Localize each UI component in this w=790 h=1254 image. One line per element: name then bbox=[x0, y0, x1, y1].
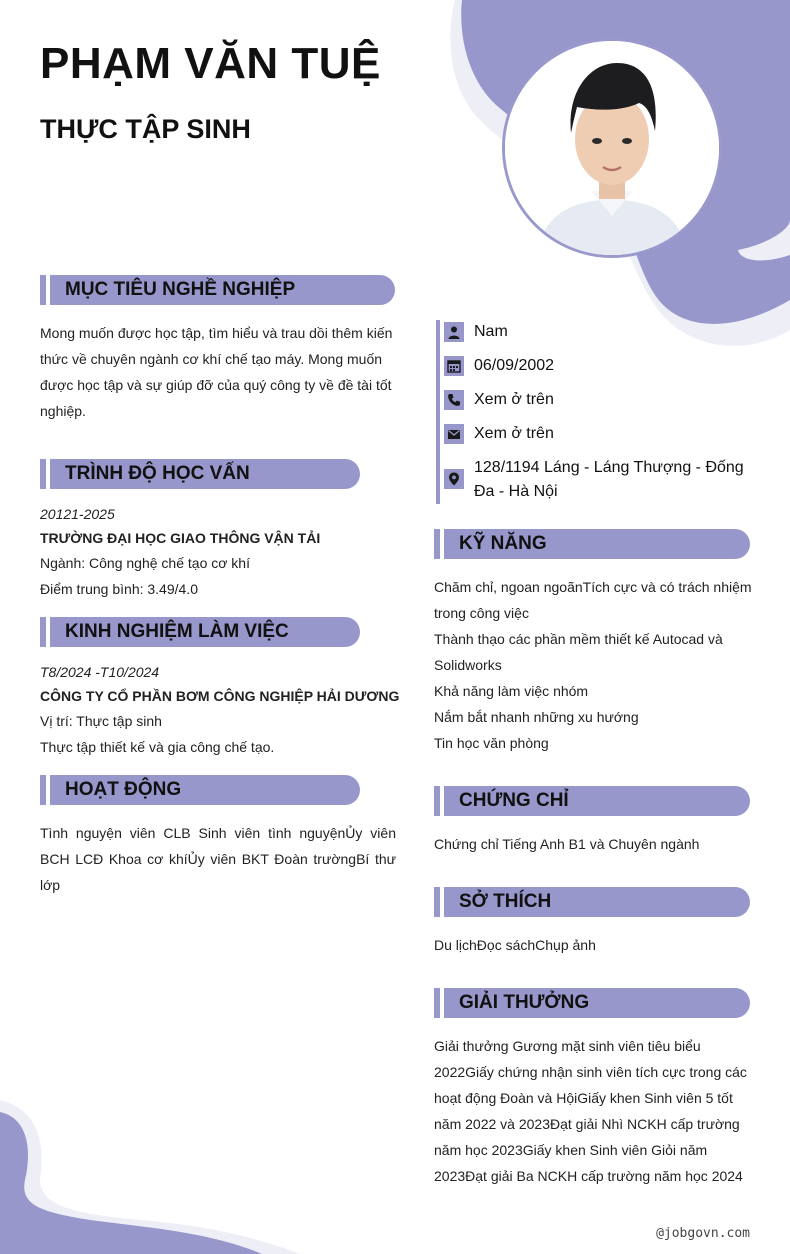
bottom-left-blob bbox=[0, 1100, 330, 1254]
contact-address-row bbox=[444, 456, 750, 504]
calendar-icon bbox=[444, 356, 464, 376]
experience-company: CÔNG TY CỔ PHẦN BƠM CÔNG NGHIỆP HẢI DƯƠNG bbox=[40, 688, 400, 704]
job-title: THỰC TẬP SINH bbox=[40, 114, 251, 144]
certificates-block bbox=[434, 831, 754, 857]
objective-text: Mong muốn được học tập, tìm hiểu và trau dồi thêm kiến thức về chuyên ngành cơ khí chế tạo máy. Mong muốn được học tập và sự giúp đỡ của quý công ty về đề tài tốt nghiệp. bbox=[40, 325, 393, 419]
certificates-text: Chứng chỉ Tiếng Anh B1 và Chuyên ngành bbox=[434, 836, 700, 852]
hobbies-text: Du lịchĐọc sáchChụp ảnh bbox=[434, 937, 596, 953]
contact-email: Xem ở trên bbox=[474, 425, 554, 442]
education-gpa: Điểm trung bình: 3.49/4.0 bbox=[40, 581, 198, 597]
experience-block bbox=[40, 660, 410, 760]
section-objective bbox=[40, 275, 395, 305]
education-period: 20121-2025 bbox=[40, 506, 115, 522]
section-title: SỞ THÍCH bbox=[459, 891, 552, 912]
skills-list bbox=[434, 574, 754, 756]
awards-block bbox=[434, 1033, 750, 1189]
section-title: GIẢI THƯỞNG bbox=[459, 992, 590, 1013]
section-education bbox=[40, 459, 360, 489]
contact-birthday-row bbox=[444, 354, 754, 378]
list-item: Nắm bắt nhanh những xu hướng bbox=[434, 709, 639, 725]
candidate-name: PHẠM VĂN TUỆ bbox=[40, 39, 381, 88]
education-major: Ngành: Công nghệ chế tạo cơ khí bbox=[40, 555, 250, 571]
contact-phone: Xem ở trên bbox=[474, 391, 554, 408]
section-title: TRÌNH ĐỘ HỌC VẤN bbox=[65, 463, 250, 484]
activities-text: Tình nguyện viên CLB Sinh viên tình nguyệnỦy viên BCH LCĐ Khoa cơ khíỦy viên BKT Đoàn trườngBí thư lớp bbox=[40, 825, 396, 893]
experience-desc: Thực tập thiết kế và gia công chế tạo. bbox=[40, 739, 275, 755]
education-school: TRƯỜNG ĐẠI HỌC GIAO THÔNG VẬN TẢI bbox=[40, 530, 321, 546]
section-hobbies bbox=[434, 887, 750, 917]
contact-gender-row bbox=[444, 320, 754, 344]
user-icon bbox=[444, 322, 464, 342]
list-item: Thành thạo các phần mềm thiết kế Autocad và Solidworks bbox=[434, 631, 723, 673]
experience-role: Vị trí: Thực tập sinh bbox=[40, 713, 162, 729]
list-item: Tin học văn phòng bbox=[434, 735, 549, 751]
list-item: Chăm chỉ, ngoan ngoãnTích cực và có trách nhiệm trong công việc bbox=[434, 579, 752, 621]
section-title: HOẠT ĐỘNG bbox=[65, 779, 182, 800]
map-pin-icon bbox=[444, 469, 464, 489]
objective-text-block bbox=[40, 320, 396, 424]
contact-email-row bbox=[444, 422, 754, 446]
contact-birthday: 06/09/2002 bbox=[474, 357, 555, 374]
section-title: KỸ NĂNG bbox=[459, 533, 547, 554]
awards-text: Giải thưởng Gương mặt sinh viên tiêu biểu 2022Giấy chứng nhận sinh viên tích cực trong các hoạt động Đoàn và HộiGiấy khen Sinh viên 5 tốt năm 2022 và 2023Đạt giải Nhì NCKH cấp trường năm học 2023Giấy khen Sinh viên Giỏi năm 2023Đạt giải Ba NCKH cấp trường năm học 2024 bbox=[434, 1038, 747, 1184]
profile-photo bbox=[502, 38, 722, 258]
phone-icon bbox=[444, 390, 464, 410]
mail-icon bbox=[444, 424, 464, 444]
watermark: @jobgovn.com bbox=[656, 1226, 750, 1241]
section-activities bbox=[40, 775, 360, 805]
section-awards bbox=[434, 988, 750, 1018]
section-title: KINH NGHIỆM LÀM VIỆC bbox=[65, 621, 289, 642]
contact-address: 128/1194 Láng - Láng Thượng - Đống Đa - Hà Nội bbox=[474, 459, 744, 500]
list-item: Khả năng làm việc nhóm bbox=[434, 683, 589, 699]
section-title: MỤC TIÊU NGHỀ NGHIỆP bbox=[65, 279, 296, 300]
section-certificates bbox=[434, 786, 750, 816]
section-experience bbox=[40, 617, 360, 647]
hobbies-block bbox=[434, 932, 754, 958]
education-block bbox=[40, 502, 400, 602]
activities-block bbox=[40, 820, 396, 898]
experience-period: T8/2024 -T10/2024 bbox=[40, 664, 160, 680]
contact-gender: Nam bbox=[474, 323, 508, 340]
section-title: CHỨNG CHỈ bbox=[459, 790, 569, 811]
contact-phone-row bbox=[444, 388, 754, 412]
section-skills bbox=[434, 529, 750, 559]
